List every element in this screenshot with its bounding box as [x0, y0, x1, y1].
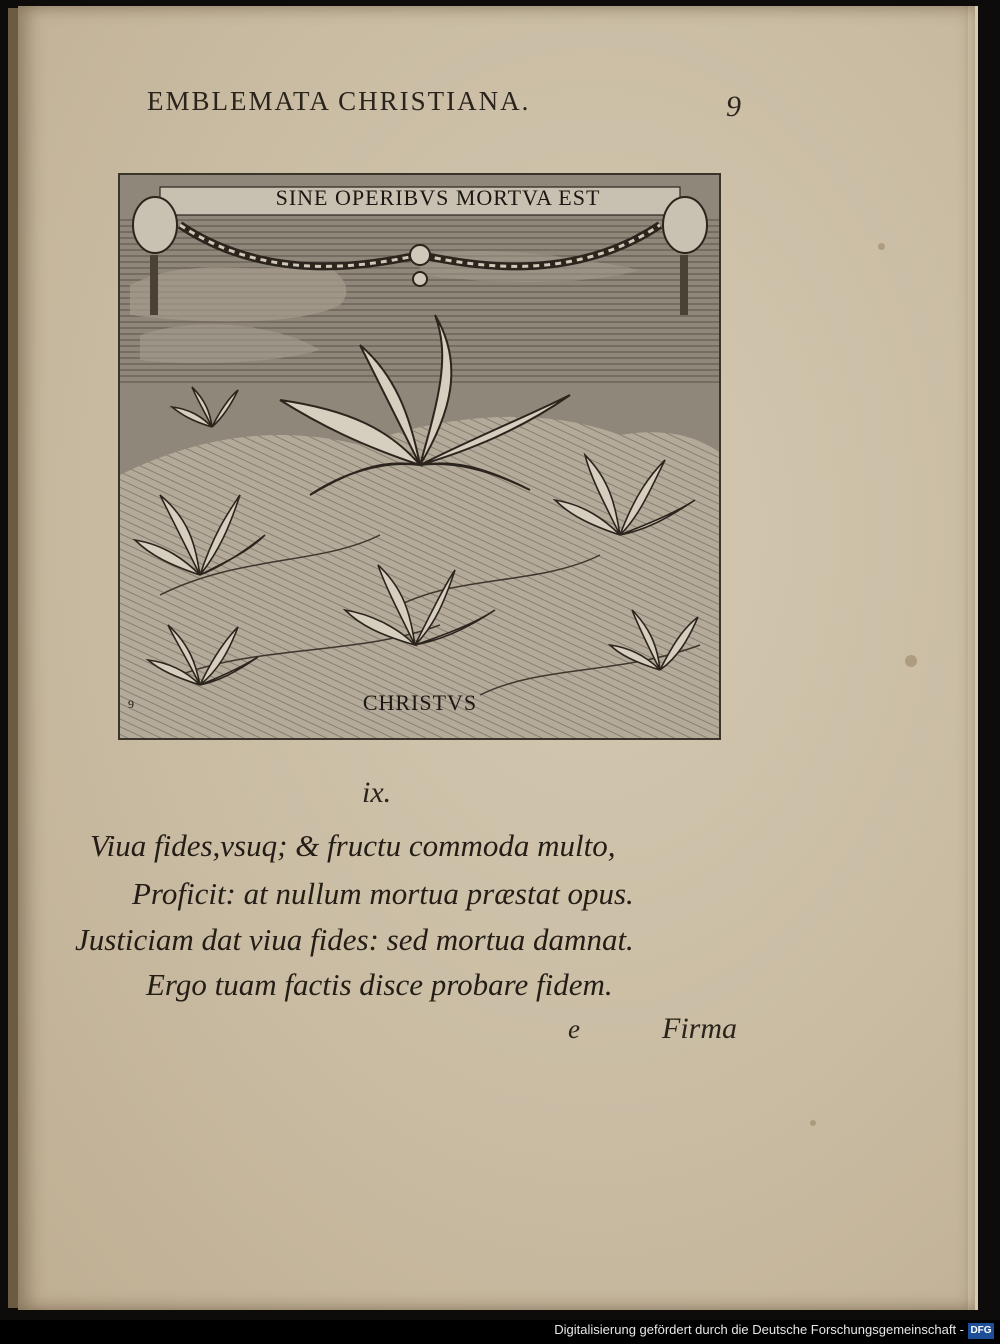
emblem-motto: SINE OPERIBVS MORTVA EST	[275, 185, 601, 210]
emblem-numeral: ix.	[362, 776, 392, 809]
paper-stain	[905, 655, 917, 667]
verse-line-4: Ergo tuam factis disce probare fidem.	[146, 967, 613, 1002]
paper-stain	[810, 1120, 816, 1126]
engraving-illustration	[120, 175, 721, 740]
verse-line-2: Proficit: at nullum mortua præstat opus.	[132, 876, 634, 911]
page-number: 9	[726, 90, 741, 123]
verse-line-3: Justiciam dat viua fides: sed mortua damnat.	[75, 922, 634, 957]
catchword: Firma	[662, 1012, 737, 1045]
running-head: EMBLEMATA CHRISTIANA.	[147, 86, 531, 116]
emblem-engraving	[118, 173, 721, 740]
page-fold	[968, 6, 978, 1310]
paper-stain	[878, 243, 885, 250]
funding-credit: Digitalisierung gefördert durch die Deutsche Forschungsgemeinschaft -	[554, 1322, 964, 1337]
dfg-logo-icon: DFG	[968, 1323, 994, 1339]
emblem-caption: CHRISTVS	[362, 690, 478, 715]
verse-line-1: Viua fides,vsuq; & fructu commoda multo,	[90, 828, 616, 863]
signature-mark: e	[568, 1014, 580, 1044]
plate-number: 9	[128, 697, 134, 711]
